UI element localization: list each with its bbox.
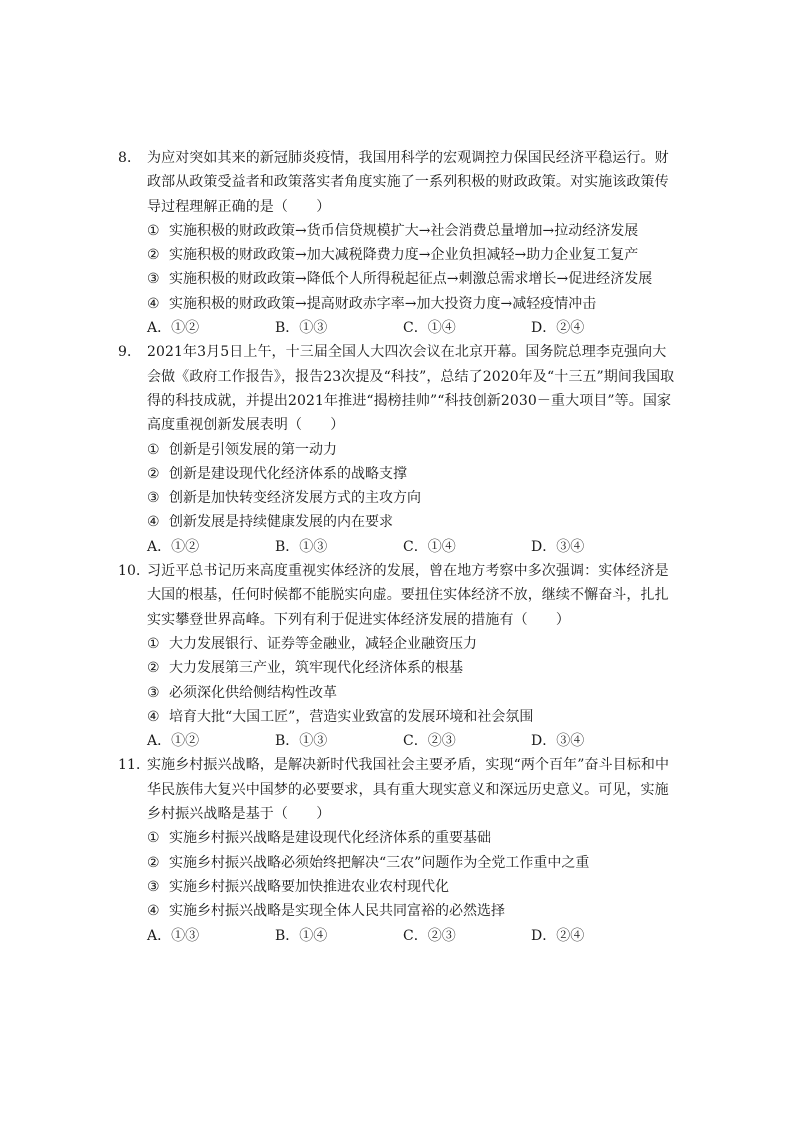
question-number: 11． xyxy=(118,757,151,774)
option-list xyxy=(118,826,678,923)
option-mark: ① xyxy=(147,222,160,239)
question-8 xyxy=(118,146,678,340)
question-number: 8． xyxy=(118,150,142,166)
option-item xyxy=(147,875,678,899)
option-item xyxy=(147,656,678,680)
question-9 xyxy=(118,340,678,559)
option-item xyxy=(147,292,678,316)
option-mark: ③ xyxy=(147,684,160,701)
option-item xyxy=(147,462,678,486)
option-text: 大力发展银行、证券等金融业，减轻企业融资压力 xyxy=(169,635,477,652)
option-item xyxy=(147,243,678,267)
question-number: 9． xyxy=(118,344,142,361)
option-mark: ③ xyxy=(147,878,160,895)
option-mark: ① xyxy=(147,441,160,458)
option-item xyxy=(147,681,678,705)
option-mark: ④ xyxy=(147,903,160,920)
option-mark: ① xyxy=(147,635,160,652)
answer-choices xyxy=(118,729,678,753)
option-mark: ① xyxy=(147,830,160,847)
option-text: 实施乡村振兴战略要加快推进农业农村现代化 xyxy=(169,878,449,895)
option-item xyxy=(147,826,678,850)
option-list xyxy=(118,438,678,535)
option-text: 实施乡村振兴战略是实现全体人民共同富裕的必然选择 xyxy=(169,903,505,920)
option-text: 实施积极的财政政策→货币信贷规模扩大→社会消费总量增加→拉动经济发展 xyxy=(169,222,639,239)
option-text: 实施积极的财政政策→降低个人所得税起征点→刺激总需求增长→促进经济发展 xyxy=(169,271,653,288)
option-mark: ③ xyxy=(147,490,160,507)
option-text: 创新是建设现代化经济体系的战略支撑 xyxy=(169,465,407,482)
question-stem xyxy=(118,753,678,826)
question-stem xyxy=(118,340,678,437)
answer-choice-c: C．①④ xyxy=(403,320,456,337)
option-item xyxy=(147,510,678,534)
option-item xyxy=(147,899,678,923)
option-list xyxy=(118,632,678,729)
answer-choice-c: C．②③ xyxy=(403,927,456,944)
option-text: 创新发展是持续健康发展的内在要求 xyxy=(169,514,393,531)
option-mark: ② xyxy=(147,465,160,482)
option-mark: ② xyxy=(147,854,160,871)
option-item xyxy=(147,705,678,729)
option-text: 创新是加快转变经济发展方式的主攻方向 xyxy=(169,490,421,507)
question-11 xyxy=(118,753,678,947)
answer-choice-b: B．①④ xyxy=(275,927,328,944)
option-item xyxy=(147,438,678,462)
option-text: 实施乡村振兴战略必须始终把解决“三农”问题作为全党工作重中之重 xyxy=(169,854,590,871)
exam-page xyxy=(118,146,678,948)
question-text: 习近平总书记历来高度重视实体经济的发展，曾在地方考察中多次强调：实体经济是大国的根基，任何时候都不能脱实向虚。要扭住实体经济不放，继续不懈奋斗，扎扎实实攀登世界高峰。下列有利于促进实体经济发展的措施有（ ） xyxy=(147,563,669,628)
answer-choice-a: A．①② xyxy=(147,733,200,750)
option-item xyxy=(147,219,678,243)
answer-choice-a: A．①③ xyxy=(147,927,200,944)
answer-choice-d: D．③④ xyxy=(531,538,585,555)
answer-choice-d: D．③④ xyxy=(531,733,585,750)
question-text: 为应对突如其来的新冠肺炎疫情，我国用科学的宏观调控力保国民经济平稳运行。财政部从政策受益者和政策落实者角度实施了一系列积极的财政政策。对实施该政策传导过程理解正确的是（ ） xyxy=(147,150,669,215)
answer-choice-b: B．①③ xyxy=(275,733,328,750)
answer-choice-c: C．①④ xyxy=(403,538,456,555)
option-item xyxy=(147,486,678,510)
option-item xyxy=(147,851,678,875)
question-stem xyxy=(118,146,678,219)
option-mark: ④ xyxy=(147,514,160,531)
answer-choice-a: A．①② xyxy=(147,320,200,337)
option-mark: ④ xyxy=(147,708,160,725)
question-text: 2021年3月5日上午，十三届全国人大四次会议在北京开幕。国务院总理李克强向大会做《政府工作报告》，报告23次提及“科技”，总结了2020年及“十三五”期间我国取得的科技成就，并提出2021年推进“揭榜挂帅”“科技创新2030－重大项目”等。国家高度重视创新发展表明（ ） xyxy=(147,344,675,434)
answer-choices xyxy=(118,924,678,948)
answer-choices xyxy=(118,535,678,559)
option-text: 实施积极的财政政策→加大减税降费力度→企业负担减轻→助力企业复工复产 xyxy=(169,247,639,264)
answer-choice-d: D．②④ xyxy=(531,320,585,337)
answer-choice-d: D．②④ xyxy=(531,927,585,944)
question-text: 实施乡村振兴战略，是解决新时代我国社会主要矛盾，实现“两个百年”奋斗目标和中华民族伟大复兴中国梦的必要要求，具有重大现实意义和深远历史意义。可见，实施乡村振兴战略是基于（ ） xyxy=(147,757,670,823)
answer-choice-c: C．②③ xyxy=(403,733,456,750)
option-mark: ④ xyxy=(147,295,160,312)
option-text: 创新是引领发展的第一动力 xyxy=(169,441,337,458)
option-mark: ② xyxy=(147,660,160,677)
question-10 xyxy=(118,559,678,753)
option-text: 大力发展第三产业，筑牢现代化经济体系的根基 xyxy=(169,660,463,677)
option-text: 实施乡村振兴战略是建设现代化经济体系的重要基础 xyxy=(169,830,491,847)
option-list xyxy=(118,219,678,316)
option-item xyxy=(147,632,678,656)
option-text: 必须深化供给侧结构性改革 xyxy=(169,684,337,701)
option-text: 培育大批“大国工匠”，营造实业致富的发展环境和社会氛围 xyxy=(169,708,534,725)
question-stem xyxy=(118,559,678,632)
option-mark: ② xyxy=(147,247,160,264)
answer-choice-a: A．①② xyxy=(147,538,200,555)
answer-choices xyxy=(118,316,678,340)
option-mark: ③ xyxy=(147,271,160,288)
option-item xyxy=(147,267,678,291)
answer-choice-b: B．①③ xyxy=(275,538,328,555)
question-number: 10． xyxy=(118,563,151,580)
answer-choice-b: B．①③ xyxy=(275,320,328,337)
option-text: 实施积极的财政政策→提高财政赤字率→加大投资力度→减轻疫情冲击 xyxy=(169,295,597,312)
